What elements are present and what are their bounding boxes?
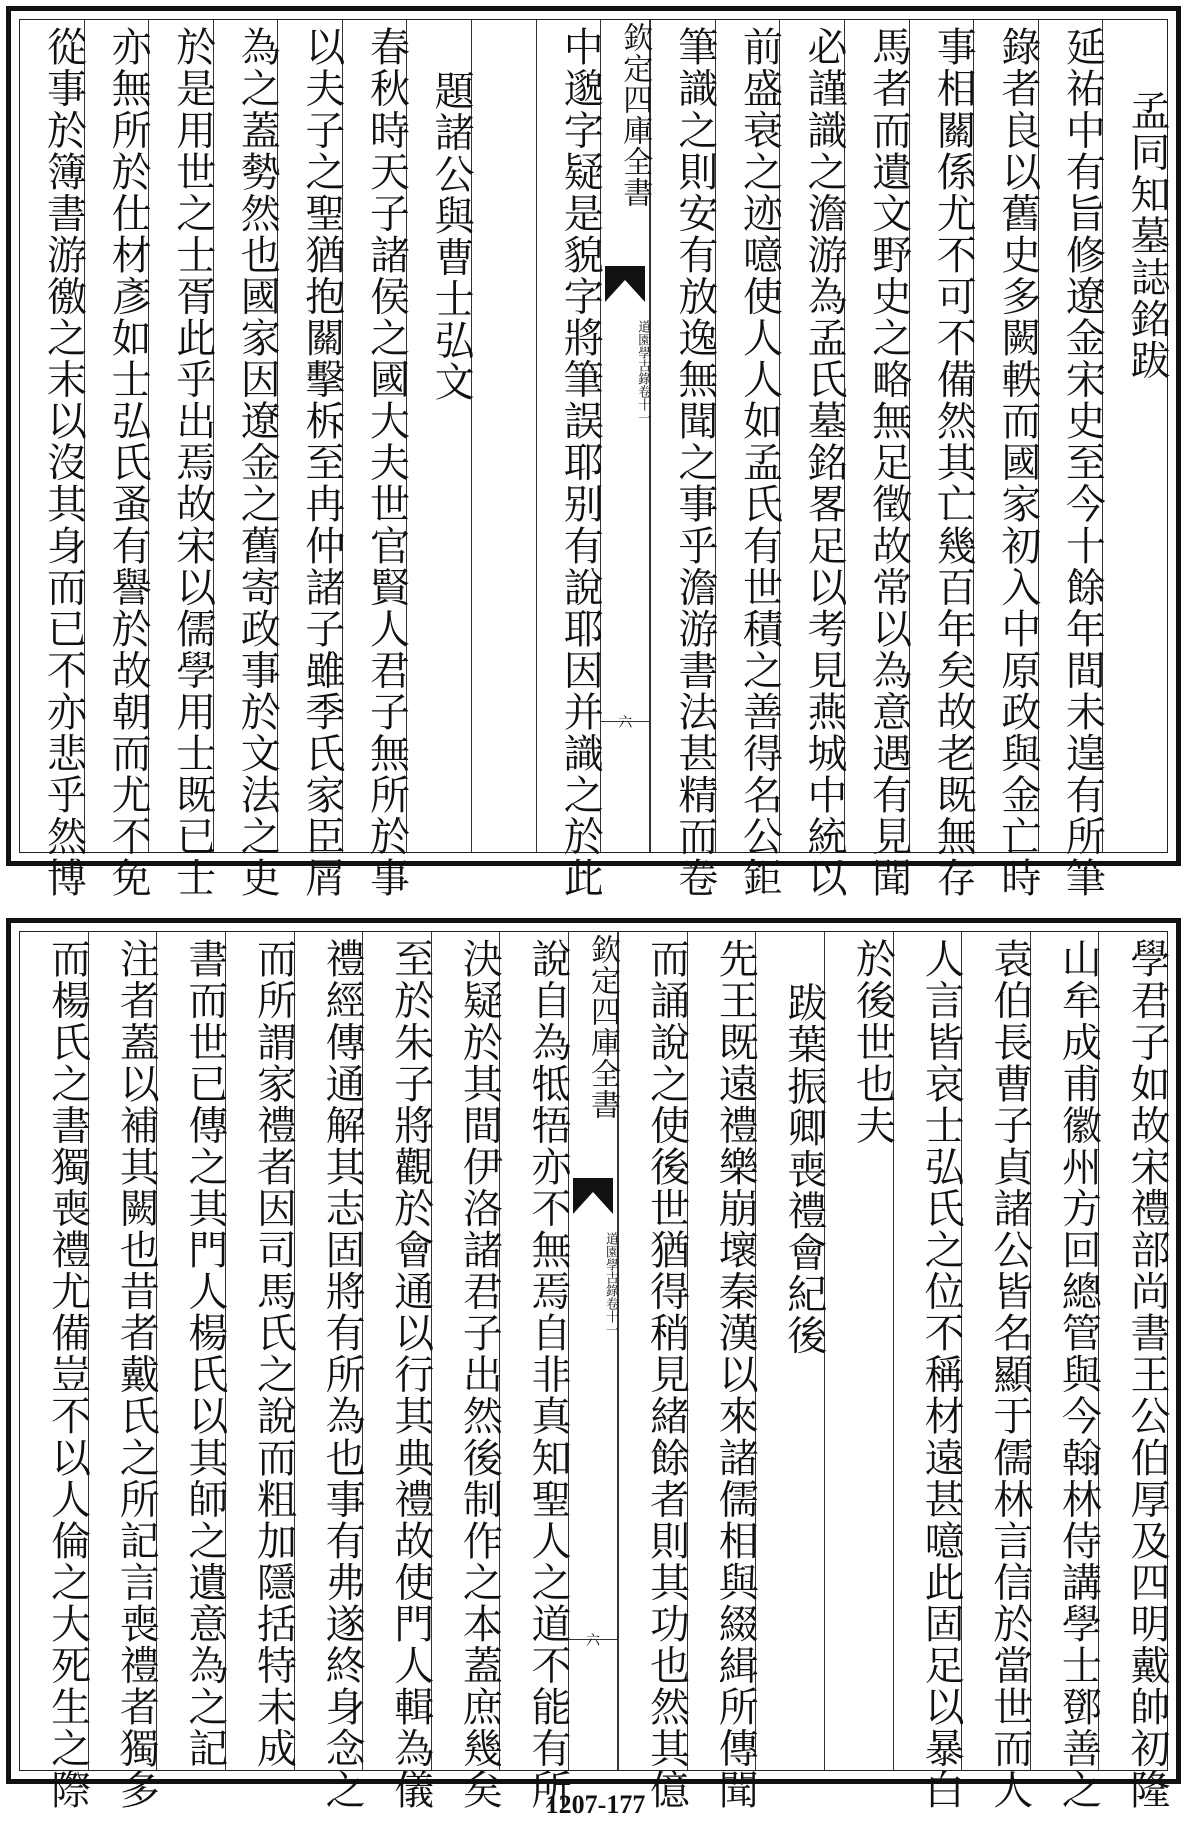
top-page	[6, 6, 1181, 899]
text-column: 亦無所於仕材彥如士弘氏蚤有譽於故朝而尤不免	[84, 20, 149, 852]
text-column: 為之蓋勢然也國家因遼金之舊寄政事於文法之吏	[213, 20, 278, 852]
text-column	[471, 20, 536, 852]
top-columns	[20, 20, 1170, 899]
text-column: 筆識之則安有放逸無聞之事乎澹游書法甚精而卷	[650, 20, 715, 852]
folio-number: 六	[618, 715, 633, 731]
text-column: 至於朱子將觀於會通以行其典禮故使門人輯為儀	[362, 932, 431, 1770]
text-column	[406, 20, 475, 852]
gutter-collection: 道園學古錄	[635, 320, 651, 385]
gutter-volume: 卷十一	[635, 385, 651, 424]
text-column: 袁伯長曹子貞諸公皆名顯于儒林言信於當世而人	[961, 932, 1030, 1770]
text-column: 山牟成甫徽州方回總管與今翰林侍講學士鄧善之	[1030, 932, 1099, 1770]
gutter-collection: 道園學古錄	[603, 1232, 618, 1297]
text-column: 中邈字疑是貌字將筆誤耶别有說耶因并識之於此	[536, 20, 601, 852]
text-column: 禮經傳通解其志固將有所為也事有弗遂終身念之	[294, 932, 363, 1770]
center-gutter	[600, 20, 653, 852]
text-column	[1102, 20, 1170, 852]
text-column: 注者蓋以補其闕也昔者戴氏之所記言喪禮者獨多	[88, 932, 157, 1770]
text-column: 從事於簿書游徼之末以沒其身而已不亦悲乎然博	[40, 26, 87, 899]
text-column: 而誦說之使後世猶得稍見緒餘者則其功也然其億	[618, 932, 687, 1770]
text-column: 於是用世之士胥此乎出焉故宋以儒學用士既已士	[148, 20, 213, 852]
text-column	[755, 932, 827, 1770]
gutter-book-title: 欽定四庫全書	[585, 934, 620, 1120]
section-title: 跋葉振卿喪禮會紀後	[780, 982, 827, 1356]
text-column: 而楊氏之書獨喪禮尤備豈不以人倫之大死生之際	[44, 938, 91, 1811]
text-column: 必謹識之澹游為孟氏墓銘畧足以考見燕城中統以	[779, 20, 844, 852]
text-column: 錄者良以舊史多闕軼而國家初入中原政與金亡時	[973, 20, 1038, 852]
text-column: 前盛衰之迹噫使人人如孟氏有世積之善得名公鉅	[715, 20, 780, 852]
text-column: 書而世已傳之其門人楊氏以其師之遺意為之記	[156, 932, 225, 1770]
fishtail-mark-icon	[573, 1178, 613, 1214]
text-column: 以夫子之聖猶抱關擊柝至冉仲諸子雖季氏家臣屑	[277, 20, 342, 852]
center-gutter	[568, 932, 618, 1770]
text-column: 延祐中有旨修遼金宋史至今十餘年間未遑有所筆	[1038, 20, 1103, 852]
text-column: 學君子如故宋禮部尚書王公伯厚及四明戴帥初隆	[1098, 932, 1167, 1770]
top-page-frame	[19, 19, 1170, 899]
text-column: 春秋時天子諸侯之國大夫世官賢人君子無所於事	[342, 20, 407, 852]
section-title: 孟同知墓誌銘跋	[1124, 90, 1170, 381]
folio-number: 六	[586, 1633, 600, 1649]
page-number-footer: 1207-177	[545, 1790, 646, 1819]
text-column: 決疑於其間伊洛諸君子出然後制作之本蓋庶幾矣	[431, 932, 500, 1770]
text-column: 而所謂家禮者因司馬氏之說而粗加隱括特未成	[225, 932, 294, 1770]
text-column: 先王既遠禮樂崩壞秦漢以來諸儒相與綴緝所傳聞	[687, 932, 756, 1770]
gutter-book-title: 欽定四庫全書	[617, 22, 653, 208]
text-column: 於後世也夫	[824, 932, 893, 1770]
gutter-volume: 卷十一	[603, 1297, 618, 1336]
section-title: 題諸公與曹士弘文	[428, 70, 475, 403]
text-column: 事相關係尤不可不備然其亡幾百年矣故老既無存	[909, 20, 974, 852]
fishtail-mark-icon	[605, 266, 645, 302]
text-column: 馬者而遺文野史之略無足徵故常以為意遇有見聞	[844, 20, 909, 852]
text-column: 說自為牴牾亦不無焉自非真知聖人之道不能有所	[499, 932, 568, 1770]
text-column: 人言皆哀士弘氏之位不稱材遠甚噫此固足以暴白	[893, 932, 962, 1770]
